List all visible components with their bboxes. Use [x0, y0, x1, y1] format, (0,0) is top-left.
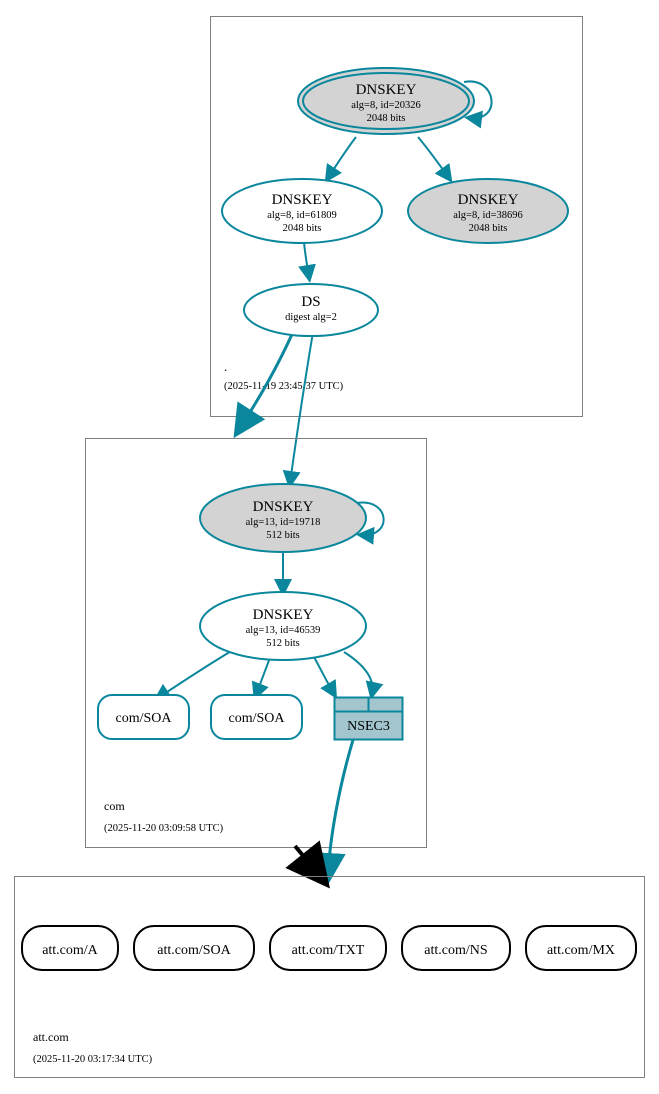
node-com-zsk-title: DNSKEY — [252, 607, 314, 623]
node-root-ksk-size: 2048 bits — [366, 113, 406, 124]
node-com-dnskey-46539[interactable] — [200, 592, 366, 660]
node-com-soa-1[interactable] — [98, 695, 189, 739]
node-att-mx-label: att.com/MX — [546, 943, 616, 958]
edge-root-ksk-to-other — [418, 137, 449, 178]
node-att-ns-label: att.com/NS — [424, 943, 488, 958]
edge-com-nsec3-to-attcom — [328, 740, 353, 874]
node-com-zsk-size: 512 bits — [266, 638, 300, 649]
edge-root-ds-to-com-ksk — [290, 332, 313, 483]
node-root-ksk-title: DNSKEY — [355, 82, 417, 98]
node-com-nsec3[interactable] — [335, 698, 403, 740]
node-com-dnskey-19718[interactable] — [200, 484, 366, 552]
node-root-dnskey-61809[interactable] — [222, 179, 382, 243]
zone-attcom — [15, 877, 645, 1078]
zone-root-timestamp: (2025-11-19 23:45:37 UTC) — [224, 381, 344, 392]
node-att-ns[interactable] — [402, 926, 510, 970]
zone-attcom-label: att.com — [33, 1030, 69, 1044]
node-root-dnskey-38696[interactable] — [408, 179, 568, 243]
node-root-other-title: DNSKEY — [457, 192, 519, 208]
node-root-other-size: 2048 bits — [468, 223, 508, 234]
node-root-other-alg: alg=8, id=38696 — [453, 210, 523, 221]
node-att-txt-label: att.com/TXT — [291, 943, 365, 958]
node-com-ksk-size: 512 bits — [266, 530, 300, 541]
zone-root-label: . — [224, 359, 228, 374]
edge-root-zsk-to-ds — [304, 242, 309, 277]
node-com-ksk-title: DNSKEY — [252, 499, 314, 515]
node-att-a[interactable] — [22, 926, 118, 970]
zone-attcom-timestamp: (2025-11-20 03:17:34 UTC) — [33, 1054, 153, 1065]
zone-com-label: com — [104, 799, 125, 813]
node-root-ds[interactable] — [244, 284, 378, 336]
node-root-ds-title: DS — [301, 294, 321, 310]
node-att-soa[interactable] — [134, 926, 254, 970]
node-att-a-label: att.com/A — [42, 943, 98, 958]
node-com-zsk-alg: alg=13, id=46539 — [245, 625, 321, 636]
zone-com-timestamp: (2025-11-20 03:09:58 UTC) — [104, 823, 224, 834]
zone-attcom-border — [15, 877, 645, 1078]
node-com-nsec3-label: NSEC3 — [347, 719, 390, 734]
node-att-soa-label: att.com/SOA — [157, 943, 231, 958]
node-root-dnskey-20326[interactable] — [298, 68, 474, 134]
node-com-soa-2-label: com/SOA — [228, 711, 285, 726]
edge-com-zsk-to-nsec3 — [313, 655, 334, 694]
edge-delegation-to-attcom — [295, 846, 320, 876]
node-att-mx[interactable] — [526, 926, 636, 970]
node-att-txt[interactable] — [270, 926, 386, 970]
node-root-zsk-alg: alg=8, id=61809 — [267, 210, 337, 221]
node-com-ksk-alg: alg=13, id=19718 — [245, 517, 321, 528]
node-com-soa-2[interactable] — [211, 695, 302, 739]
edge-com-zsk-to-soa1 — [158, 650, 233, 698]
node-root-zsk-title: DNSKEY — [271, 192, 333, 208]
edge-com-zsk-to-soa2 — [256, 655, 271, 695]
node-root-ds-digest: digest alg=2 — [285, 312, 337, 323]
edge-com-zsk-to-nsec3-alt — [344, 652, 373, 694]
edge-root-ksk-to-zsk — [328, 137, 356, 178]
node-root-zsk-size: 2048 bits — [282, 223, 322, 234]
node-root-ksk-alg: alg=8, id=20326 — [351, 100, 421, 111]
edge-root-ds-to-com-zone — [240, 330, 294, 428]
node-com-soa-1-label: com/SOA — [115, 711, 172, 726]
